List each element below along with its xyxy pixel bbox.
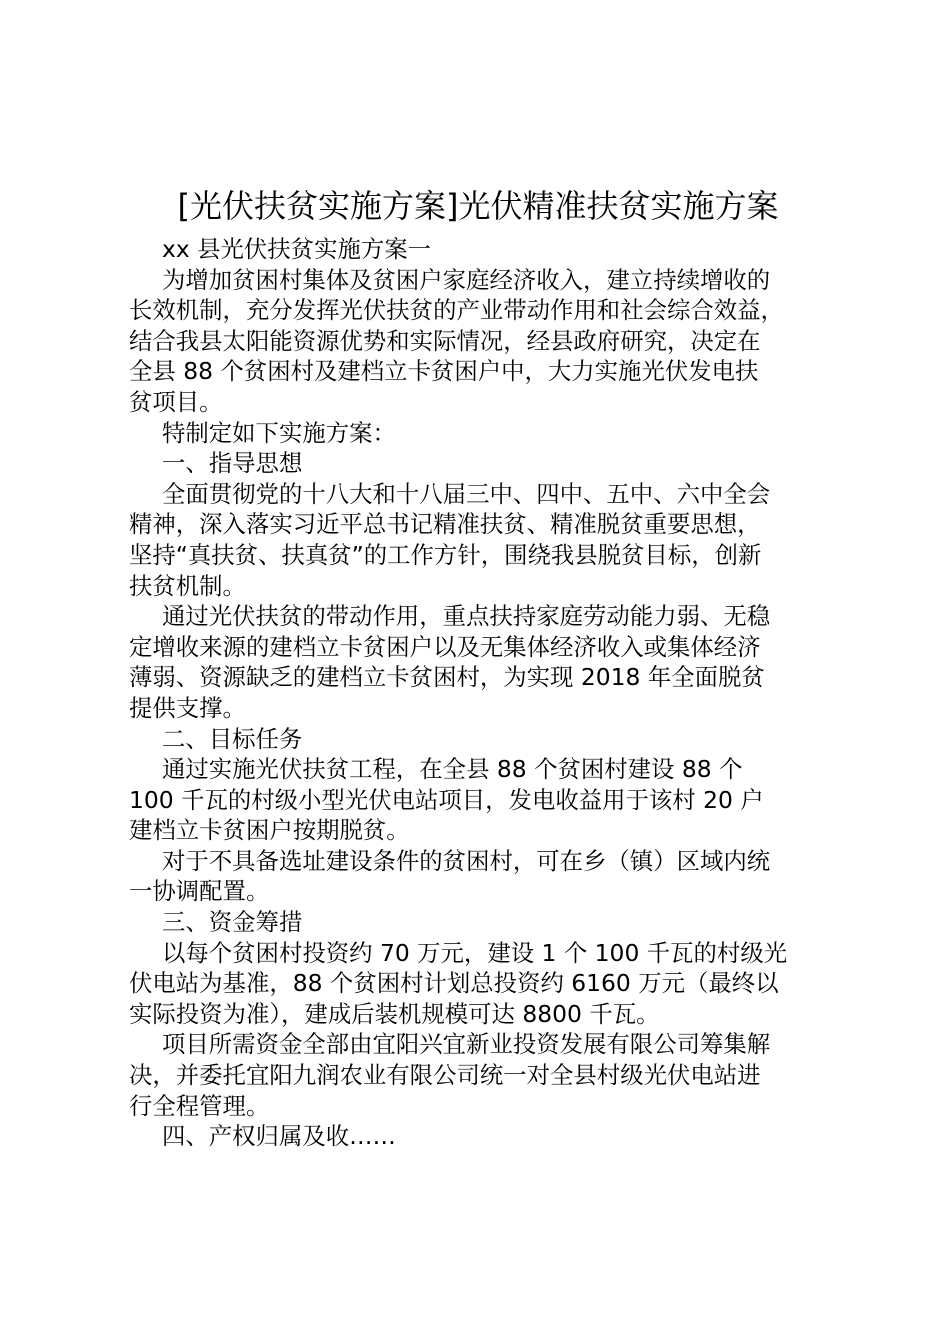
paragraph-line: 薄弱、资源缺乏的建档立卡贫困村，为实现 2018 年全面脱贫 xyxy=(129,663,765,692)
paragraph-line: 全县 88 个贫困村及建档立卡贫困户中，大力实施光伏发电扶 xyxy=(129,357,759,386)
paragraph-line: 提供支撑。 xyxy=(129,693,246,722)
paragraph-line: 以每个贫困村投资约 70 万元，建设 1 个 100 千瓦的村级光 xyxy=(162,938,788,967)
paragraph-line: 长效机制，充分发挥光伏扶贫的产业带动作用和社会综合效益， xyxy=(129,296,784,325)
paragraph-line: 通过实施光伏扶贫工程，在全县 88 个贫困村建设 88 个 xyxy=(162,755,743,784)
paragraph-line: 伏电站为基准，88 个贫困村计划总投资约 6160 万元（最终以 xyxy=(129,969,779,998)
subtitle-line: xx 县光伏扶贫实施方案一 xyxy=(162,235,432,263)
paragraph-line: 贫项目。 xyxy=(129,387,223,416)
paragraph-line: 一协调配置。 xyxy=(129,877,270,906)
paragraph-line: 通过光伏扶贫的带动作用，重点扶持家庭劳动能力弱、无稳 xyxy=(162,602,771,631)
paragraph-line: 扶贫机制。 xyxy=(129,571,246,600)
section-heading: 四、产权归属及收…… xyxy=(162,1122,396,1151)
document-body xyxy=(129,234,839,1152)
paragraph-line: 项目所需资金全部由宜阳兴宜新业投资发展有限公司筹集解 xyxy=(162,1030,771,1059)
paragraph-line: 决，并委托宜阳九润农业有限公司统一对全县村级光伏电站进 xyxy=(129,1061,761,1090)
paragraph-line: 坚持“真扶贫、扶真贫”的工作方针，围绕我县脱贫目标，创新 xyxy=(129,540,762,569)
paragraph-line: 对于不具备选址建设条件的贫困村，可在乡（镇）区域内统 xyxy=(162,846,771,875)
section-heading: 二、目标任务 xyxy=(162,724,303,753)
section-heading: 三、资金筹措 xyxy=(162,908,303,937)
paragraph-line: 特制定如下实施方案： xyxy=(162,418,396,447)
document-title: [光伏扶贫实施方案]光伏精准扶贫实施方案 xyxy=(177,187,779,225)
paragraph-line: 全面贯彻党的十八大和十八届三中、四中、五中、六中全会 xyxy=(162,479,771,508)
paragraph-line: 行全程管理。 xyxy=(129,1091,270,1120)
paragraph-line: 为增加贫困村集体及贫困户家庭经济收入，建立持续增收的 xyxy=(162,265,771,294)
paragraph-line: 实际投资为准），建成后装机规模可达 8800 千瓦。 xyxy=(129,999,660,1028)
paragraph-line: 建档立卡贫困户按期脱贫。 xyxy=(129,816,410,845)
paragraph-line: 精神，深入落实习近平总书记精准扶贫、精准脱贫重要思想， xyxy=(129,510,761,539)
section-heading: 一、指导思想 xyxy=(162,449,303,478)
paragraph-line: 结合我县太阳能资源优势和实际情况，经县政府研究，决定在 xyxy=(129,326,761,355)
paragraph-line: 100 千瓦的村级小型光伏电站项目，发电收益用于该村 20 户 xyxy=(129,785,764,814)
paragraph-line: 定增收来源的建档立卡贫困户以及无集体经济收入或集体经济 xyxy=(129,632,761,661)
